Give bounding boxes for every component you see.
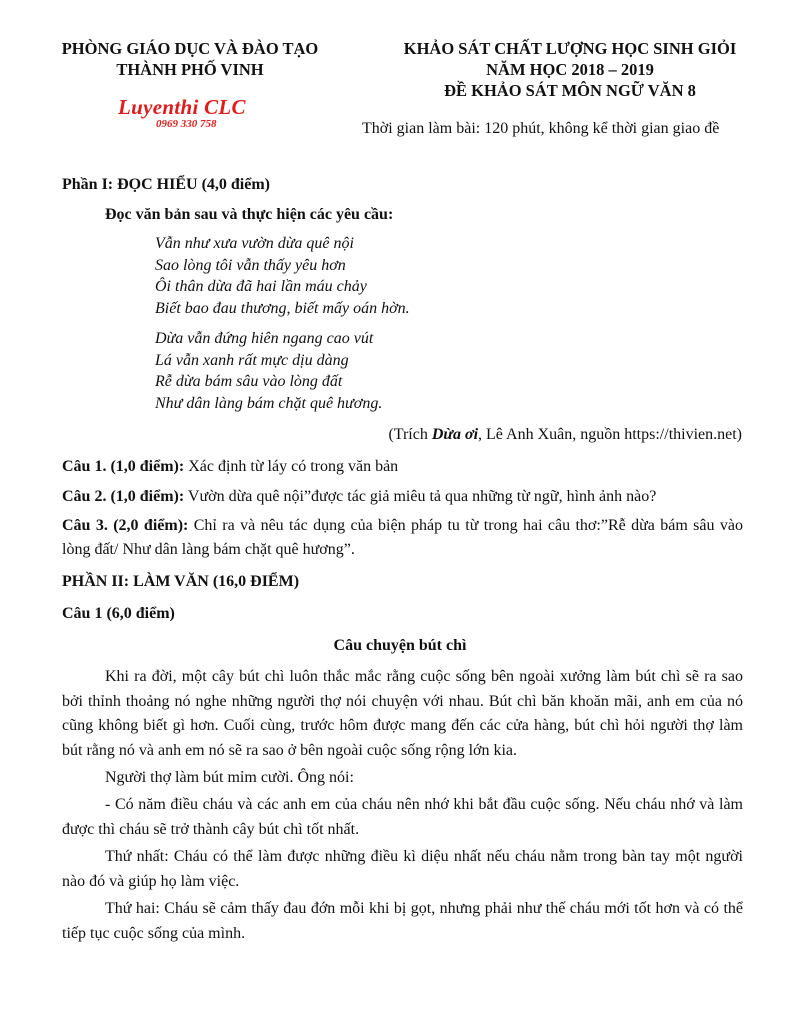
question-1	[62, 457, 398, 477]
exam-subject: ĐỀ KHẢO SÁT MÔN NGỮ VĂN 8	[444, 81, 696, 100]
logo	[118, 96, 278, 130]
poem-line: Sao lòng tôi vẫn thấy yêu hơn	[155, 256, 346, 274]
part2-question-1: Câu 1 (6,0 điểm)	[62, 605, 175, 622]
department-name: PHÒNG GIÁO DỤC VÀ ĐÀO TẠO	[61, 39, 319, 58]
part1-title: Phần I: ĐỌC HIỂU (4,0 điểm)	[62, 176, 271, 193]
logo-phone: 0969 330 758	[156, 118, 217, 130]
header-left	[40, 38, 340, 80]
time-limit: Thời gian làm bài: 120 phút, không kể thời gian giao đề	[362, 120, 720, 137]
question-text: Vườn dừa quê nội”được tác giả miêu tả qua những từ ngữ, hình ảnh nào?	[184, 488, 657, 505]
source-suffix: , Lê Anh Xuân, nguồn https://thivien.net)	[478, 426, 742, 443]
story-paragraph: Người thợ làm bút mỉm cười. Ông nói:	[105, 769, 354, 786]
poem-stanza-2	[155, 328, 382, 414]
source-prefix: (Trích	[388, 426, 432, 443]
poem-line: Rễ dừa bám sâu vào lòng đất	[155, 373, 343, 390]
poem-stanza-1	[155, 233, 410, 319]
poem-line: Dừa vẫn đứng hiên ngang cao vút	[155, 330, 374, 347]
question-label: Câu 2. (1,0 điểm):	[62, 488, 185, 505]
question-label: Câu 3. (2,0 điểm):	[62, 517, 189, 534]
question-text: Chỉ ra và nêu tác dụng của biện pháp tu từ trong hai câu thơ:”Rễ dừa bám sâu vào lòng đất/ Như dân làng bám chặt quê hương”.	[62, 517, 744, 558]
story-paragraph: - Có năm điều cháu và các anh em của cháu nên nhớ khi bắt đầu cuộc sống. Nếu cháu nhớ và làm được thì cháu sẽ trở thành cây bút chì tốt nhất.	[62, 796, 743, 838]
part2-title: PHẦN II: LÀM VĂN (16,0 ĐIỂM)	[62, 573, 300, 590]
logo-text: Luyenthi CLC	[118, 95, 246, 119]
header-right	[375, 38, 765, 101]
poem-line: Lá vẫn xanh rất mực dịu dàng	[155, 351, 349, 369]
poem-line: Ôi thân dừa đã hai lần máu chảy	[155, 278, 367, 295]
story-paragraph: Thứ nhất: Cháu có thể làm được những điều kì diệu nhất nếu cháu nằm trong bàn tay một người nào đó và giúp họ làm việc.	[62, 848, 743, 890]
poem-source	[388, 425, 742, 445]
story-paragraph: Khi ra đời, một cây bút chì luôn thắc mắc rằng cuộc sống bên ngoài xưởng làm bút chì sẽ ra sao bởi thỉnh thoảng nó nghe những người thợ nói chuyện với nhau. Bút chì băn khoăn mãi, anh em của nó cũng không biết gì hơn. Cuối cùng, trước hôm được mang đến các cửa hàng, bút chì hỏi người thợ làm bút rằng nó và anh em nó sẽ ra sao ở bên ngoài cuộc sống rộng lớn kia.	[62, 668, 743, 759]
question-2	[62, 487, 656, 507]
city-name: THÀNH PHỐ VINH	[116, 60, 264, 79]
story-title: Câu chuyện bút chì	[333, 637, 467, 654]
poem-line: Biết bao đau thương, biết mấy oán hờn.	[155, 299, 410, 317]
question-text: Xác định từ láy có trong văn bản	[184, 458, 399, 475]
question-label: Câu 1. (1,0 điểm):	[62, 458, 185, 475]
poem-line: Vẫn như xưa vườn dừa quê nội	[155, 235, 354, 252]
school-year: NĂM HỌC 2018 – 2019	[486, 60, 654, 79]
story-paragraph: Thứ hai: Cháu sẽ cảm thấy đau đớn mỗi khi bị gọt, nhưng phải như thế cháu mới tốt hơn và có thể tiếp tục cuộc sống của mình.	[62, 900, 743, 942]
poem-line: Như dân làng bám chặt quê hương.	[155, 394, 383, 412]
question-3	[62, 514, 743, 562]
exam-title: KHẢO SÁT CHẤT LƯỢNG HỌC SINH GIỎI	[403, 39, 737, 58]
source-title: Dừa ơi	[431, 426, 479, 443]
part1-instruction: Đọc văn bản sau và thực hiện các yêu cầu:	[105, 206, 394, 223]
